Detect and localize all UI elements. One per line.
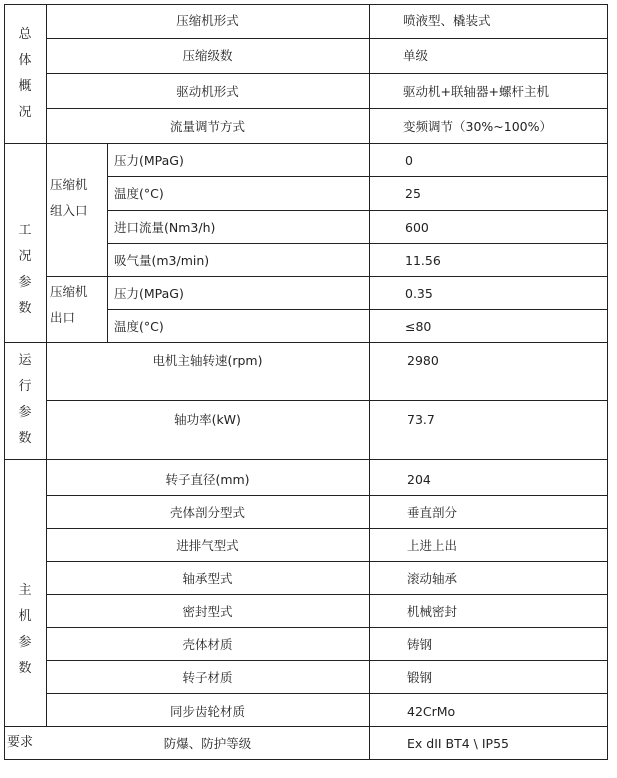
row-divider	[46, 495, 608, 496]
row-divider	[107, 309, 608, 310]
row-label: 流量调节方式	[169, 119, 245, 134]
row-label: 温度(°C)	[114, 319, 164, 334]
section-divider	[4, 143, 608, 144]
row-value: 单级	[403, 48, 429, 63]
row-value: 73.7	[407, 412, 435, 427]
row-divider	[46, 660, 608, 661]
row-value: 11.56	[405, 253, 441, 268]
row-label: 密封型式	[182, 604, 233, 619]
row-label: 压力(MPaG)	[114, 286, 184, 301]
row-divider	[46, 108, 608, 109]
table-border-top	[4, 4, 608, 5]
row-value: 垂直剖分	[407, 505, 458, 520]
group-label-requirements: 要求	[7, 735, 34, 750]
sub-group-label-inlet: 压缩机 组入口	[50, 177, 88, 218]
section-divider	[4, 726, 608, 727]
table-border-bottom	[4, 759, 608, 760]
row-divider	[46, 400, 608, 401]
row-divider	[46, 73, 608, 74]
row-label: 进排气型式	[176, 538, 239, 553]
value-column-divider	[369, 4, 370, 760]
row-divider	[46, 561, 608, 562]
row-value: 204	[407, 472, 431, 487]
row-divider	[46, 528, 608, 529]
row-value: 0	[405, 153, 413, 168]
row-divider	[46, 38, 608, 39]
row-label: 壳体材质	[182, 637, 233, 652]
row-label: 同步齿轮材质	[169, 704, 245, 719]
row-label: 进口流量(Nm3/h)	[114, 220, 216, 235]
group-label-overview: 总 体 概 况	[18, 27, 32, 120]
row-divider	[46, 594, 608, 595]
table-border-right	[607, 4, 608, 760]
sub-group-label-outlet: 压缩机 出口	[50, 284, 88, 325]
row-label: 转子直径(mm)	[165, 472, 250, 487]
row-divider	[107, 210, 608, 211]
row-label: 驱动机形式	[176, 84, 239, 99]
row-value: 上进上出	[407, 538, 458, 553]
section-divider	[4, 459, 608, 460]
group-label-main-unit: 主 机 参 数	[18, 583, 32, 676]
row-label: 压力(MPaG)	[114, 153, 184, 168]
row-divider	[107, 243, 608, 244]
row-value: 铸钢	[407, 637, 433, 652]
row-value: 机械密封	[407, 604, 458, 619]
row-value: 驱动机+联轴器+螺杆主机	[403, 84, 549, 99]
row-label: 防爆、防护等级	[163, 736, 252, 751]
row-value: 锻钢	[407, 670, 433, 685]
row-divider	[107, 176, 608, 177]
row-value: 变频调节（30%~100%）	[403, 119, 552, 134]
row-value: 喷液型、橇装式	[403, 13, 491, 28]
section-divider	[4, 342, 608, 343]
row-divider	[46, 627, 608, 628]
row-value: 25	[405, 186, 421, 201]
row-value: 滚动轴承	[407, 571, 458, 586]
row-value: 2980	[407, 353, 439, 368]
row-value: 0.35	[405, 286, 433, 301]
group-label-conditions: 工 况 参 数	[18, 223, 32, 316]
row-value: 600	[405, 220, 429, 235]
row-label: 吸气量(m3/min)	[114, 253, 210, 268]
row-value: 42CrMo	[407, 704, 456, 719]
table-border-left	[4, 4, 5, 760]
row-label: 壳体剖分型式	[169, 505, 245, 520]
group-label-operation: 运 行 参 数	[18, 353, 32, 446]
row-value: ≤80	[405, 319, 432, 334]
row-label: 电机主轴转速(rpm)	[152, 353, 263, 368]
row-label: 转子材质	[182, 670, 233, 685]
row-value: Ex dII BT4 \ IP55	[407, 736, 510, 751]
row-divider	[46, 693, 608, 694]
row-label: 压缩机形式	[176, 13, 239, 28]
row-label: 压缩级数	[182, 48, 233, 63]
row-label: 温度(°C)	[114, 186, 164, 201]
row-label: 轴功率(kW)	[174, 412, 241, 427]
sub-section-divider	[46, 276, 608, 277]
row-label: 轴承型式	[182, 571, 233, 586]
